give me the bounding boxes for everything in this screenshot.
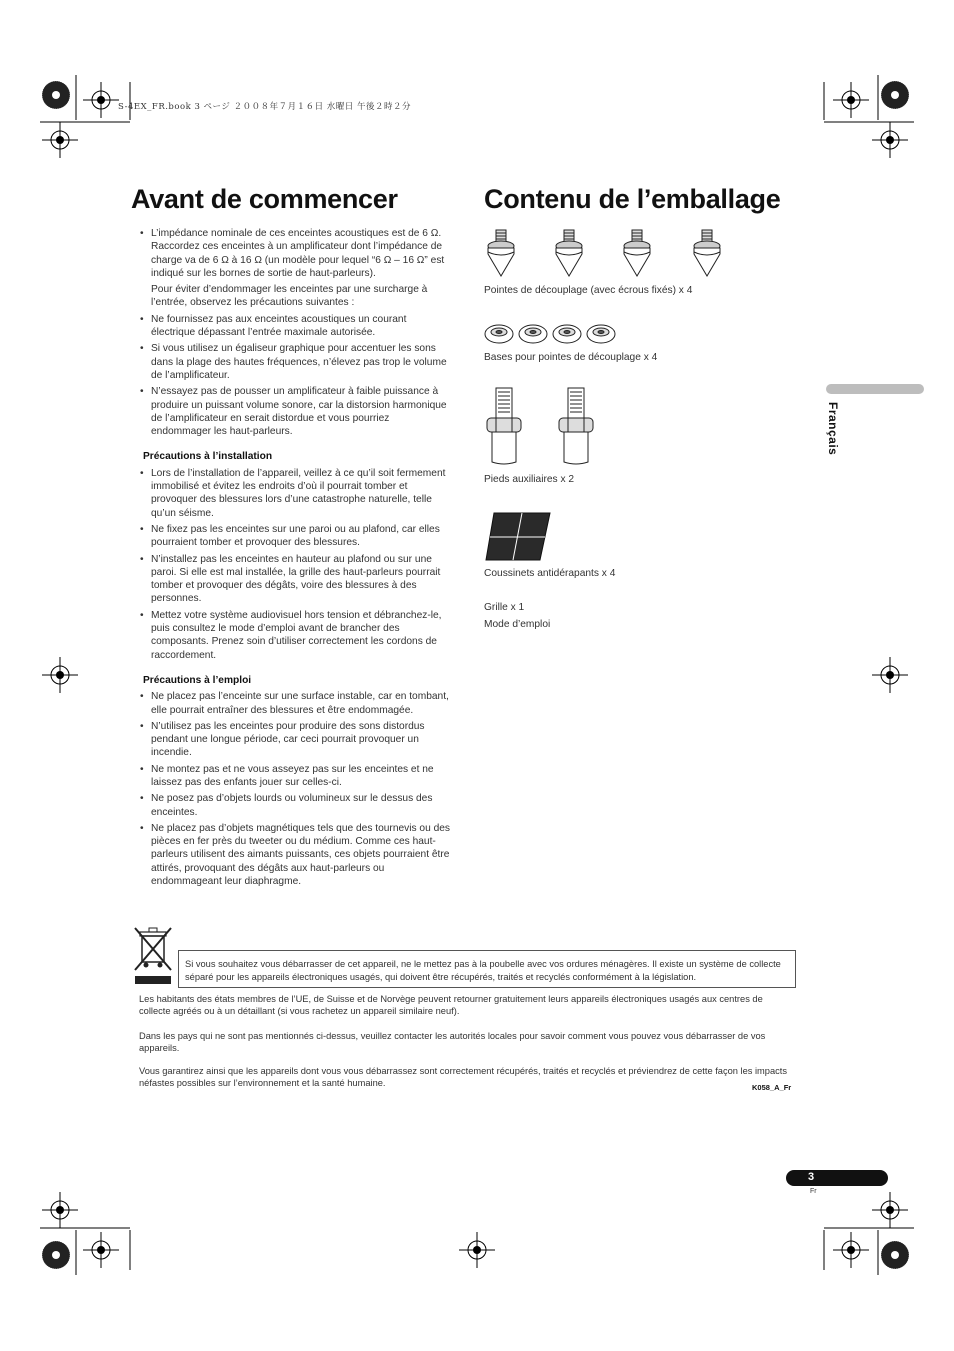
caption-pads: Coussinets antidérapants x 4 (484, 568, 616, 579)
list-item: • Ne montez pas et ne vous asseyez pas sur les enceintes et ne laissez pas des enfants jouer sur celles-ci. (139, 763, 451, 790)
section-title-contenu: Contenu de l’emballage (484, 184, 781, 214)
pads-illustration (484, 510, 554, 562)
list-item: • Ne placez pas d’objets magnétiques tels que des tournevis ou des pièces en fer près du tweeter ou du médium. Comme ces haut-parleurs utilisent des aimants puissants, ces objets pourraient être attirés, provoquant des dégâts aux haut-parleurs ou endommageant leur diaphragme. (139, 822, 451, 888)
page-lang-code: Fr (810, 1188, 817, 1195)
subheading-emploi: Précautions à l’emploi (143, 674, 252, 686)
list-item: • Lors de l’installation de l’appareil, veillez à ce qu’il soit fermement immobilisé et évitez les endroits d’où il pourrait tomber et provoquer des blessures lors d’une catastrophe naturelle, telle qu’un séisme. (139, 467, 451, 520)
bases-illustration (484, 322, 624, 346)
list-item: • Ne placez pas l’enceinte sur une surface instable, car en tombant, elle pourrait entraîner des blessures et être endommagée. (139, 690, 451, 717)
caption-bases: Bases pour pointes de découplage x 4 (484, 352, 658, 363)
caption-feet: Pieds auxiliaires x 2 (484, 474, 575, 485)
list-item: • N’essayez pas de pousser un amplificateur à faible puissance à produire un puissant volume sonore, car la distorsion harmonique de l’amplificateur en serait distordue et vous pourriez endommager les haut-parleurs. (139, 385, 451, 438)
page-number: 3 (808, 1171, 815, 1183)
list-item: • Ne fournissez pas aux enceintes acoustiques un courant électrique dépassant l’entrée maximale autorisée. (139, 313, 451, 340)
caption-spikes: Pointes de découplage (avec écrous fixés) x 4 (484, 285, 693, 296)
spikes-illustration (484, 228, 744, 280)
weee-notice-box: Si vous souhaitez vous débarrasser de cet appareil, ne le mettez pas à la poubelle avec vos ordures ménagères. Il existe un système de collecte séparé pour les appareils électroniques usagés, qui doivent être récupérés, traités et recyclés conformément à la législation. (178, 950, 796, 988)
subheading-installation: Précautions à l’installation (143, 451, 273, 463)
weee-paragraph-2: Dans les pays qui ne sont pas mentionnés ci-dessus, veuillez contacter les autorités locales pour savoir comment vous pouvez vous débarrasser de vos appareils. (139, 1031, 766, 1053)
list-item: • Ne posez pas d’objets lourds ou volumineux sur le dessus des enceintes. (139, 792, 451, 819)
left-column (139, 227, 451, 891)
list-item: • N’installez pas les enceintes en hauteur au plafond ou sur une paroi. Si elle est mal installée, la grille des haut-parleurs pourrait tomber et provoquer des dégâts, voire des blessures à des personnes. (139, 553, 451, 606)
language-tab-bar (826, 384, 924, 394)
crossed-bin-icon (133, 926, 173, 986)
section-title-avant: Avant de commencer (131, 184, 398, 214)
page-number-tab (786, 1170, 888, 1186)
list-item: • N’utilisez pas les enceintes pour produire des sons distordus pendant une longue période, car ceci pourrait provoquer un incendie. (139, 720, 451, 760)
language-tab-label: Français (826, 402, 840, 456)
print-header: S-4EX_FR.book 3 ページ ２００８年７月１６日 水曜日 午後２時２分 (118, 102, 411, 112)
list-item: • Mettez votre système audiovisuel hors tension et débranchez-le, puis consultez le mode d’emploi avant de brancher des composants. Prenez soin d’utiliser correctement les cordons de raccordement. (139, 609, 451, 662)
list-item: • Ne fixez pas les enceintes sur une paroi ou au plafond, car elles pourraient tomber et provoquer des blessures. (139, 523, 451, 550)
feet-illustration (484, 386, 614, 468)
document-code: K058_A_Fr (752, 1083, 792, 1092)
weee-paragraph-1: Les habitants des états membres de l’UE, de Suisse et de Norvège peuvent retourner gratuitement leurs appareils électroniques usagés aux centres de collecte agréés ou à un détaillant (si vous rachetez un appareil similaire neuf). (139, 994, 763, 1016)
list-item: • L’impédance nominale de ces enceintes acoustiques est de 6 Ω. Raccordez ces enceintes à un amplificateur dont l’impédance de charge va de 6 Ω à 16 Ω (un modèle pour lequel “6 Ω – 16 Ω” est indiqué sur les bornes de sortie de haut-parleurs). (139, 227, 451, 280)
caption-manual: Mode d’emploi (484, 619, 551, 630)
intro-paragraph: Pour éviter d’endommager les enceintes par une surcharge à l’entrée, observez les précautions suivantes : (151, 284, 428, 309)
caption-grille: Grille x 1 (484, 602, 525, 613)
list-item: • Si vous utilisez un égaliseur graphique pour accentuer les sons dans la plage des hautes fréquences, n’élevez pas trop le volume de l’amplificateur. (139, 342, 451, 382)
weee-paragraph-3: Vous garantirez ainsi que les appareils dont vous vous débarrassez sont correctement récupérés, traités et recyclés et préviendrez de cette façon les impacts néfastes possibles sur l’environnement et la santé humaine. (139, 1066, 788, 1088)
